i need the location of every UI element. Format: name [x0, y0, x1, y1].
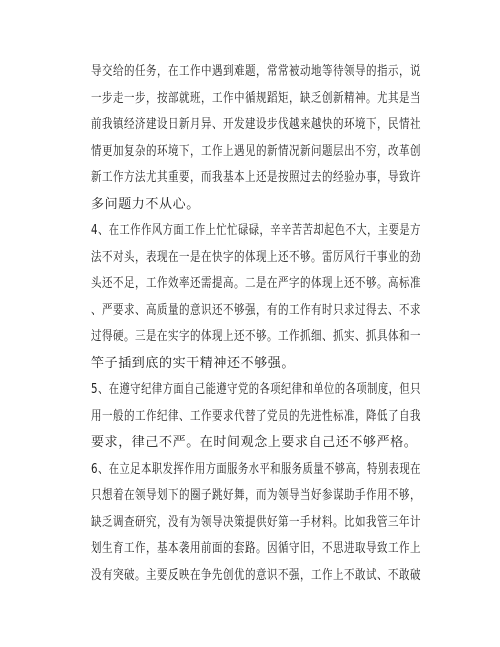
text-line: 导交给的任务，在工作中遇到难题，常常被动地等待领导的指示，说	[91, 64, 422, 79]
text-line: 用一般的工作纪律、工作要求代替了党员的先进性标准，降低了自我	[91, 409, 422, 424]
text-line: 新工作方法尤其重要，而我基本上还是按照过去的经验办事，导致许	[91, 170, 422, 185]
text-line: 没有突破。主要反映在争先创优的意识不强，工作上不敢试、不敢破	[91, 568, 422, 583]
text-line: 4、在工作作风方面工作上忙忙碌碌，辛辛苦苦却起色不大，主要是方	[91, 223, 421, 238]
text-line: 头还不足，工作效率还需提高。二是在严字的体现上还不够。高标准	[91, 276, 422, 291]
text-line: 5、在遵守纪律方面自己能遵守党的各项纪律和单位的各项制度，但只	[91, 382, 421, 397]
text-line: 一步走一步，按部就班，工作中循规蹈矩，缺乏创新精神。尤其是当	[91, 91, 422, 106]
text-line: 前我镇经济建设日新月异、开发建设步伐越来越快的环境下，民情社	[91, 117, 422, 132]
text-line: 多问题力不从心。	[91, 197, 200, 212]
text-line: 竿子插到底的实干精神还不够强。	[91, 356, 296, 371]
text-line: 只想着在领导划下的圈子跳好舞，而为领导当好参谋助手作用不够，	[91, 488, 422, 503]
text-line: 过得硬。三是在实字的体现上还不够。工作抓细、抓实、抓具体和一	[91, 329, 422, 344]
text-line: 要求，律己不严。在时间观念上要求自己还不够严格。	[91, 435, 418, 450]
text-line: 6、在立足本职发挥作用方面服务水平和服务质量不够高，特别表现在	[91, 462, 421, 477]
text-line: 情更加复杂的环境下，工作上遇见的新情况新问题层出不穷，改革创	[91, 144, 422, 159]
text-line: 、严要求、高质量的意识还不够强，有的工作有时只求过得去、不求	[91, 303, 422, 318]
text-line: 缺乏调查研究，没有为领导决策提供好第一手材料。比如我管三年计	[91, 515, 422, 530]
text-line: 划生育工作，基本袭用前面的套路。因循守旧，不思进取导致工作上	[91, 541, 422, 556]
text-line: 法不对头，表现在一是在快字的体现上还不够。雷厉风行干事业的劲	[91, 250, 422, 265]
